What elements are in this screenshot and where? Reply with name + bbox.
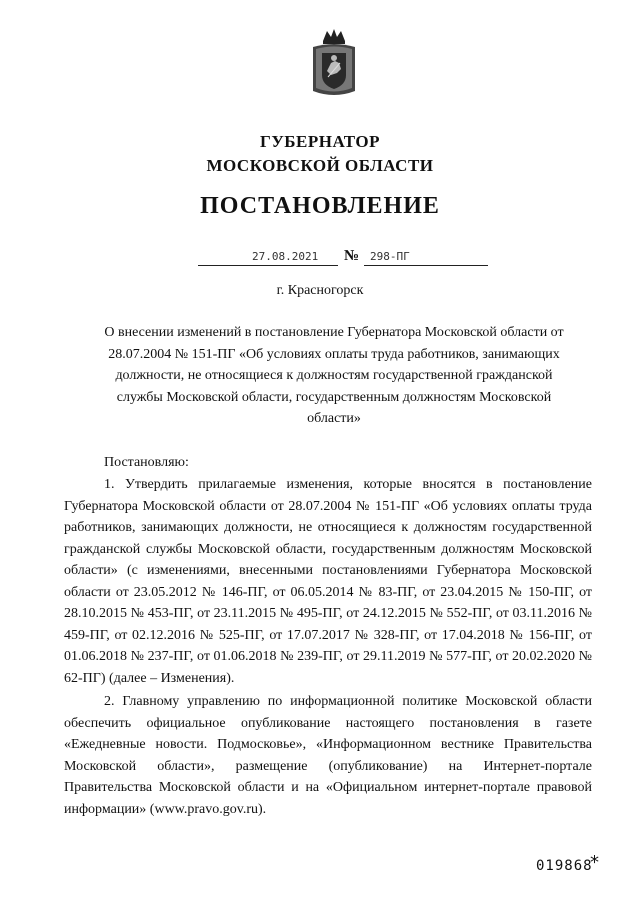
preamble: Постановляю: [104,455,189,470]
number-sign: № [344,248,360,264]
document-date: 27.08.2021 [252,250,319,263]
document-type: ПОСТАНОВЛЕНИЕ [200,193,440,219]
star-mark: * [590,852,599,873]
issuer-region: МОСКОВСКОЙ ОБЛАСТИ [206,156,434,175]
paragraph-1: 1. Утвердить прилагаемые изменения, которые вносятся в постановление Губернатора Московской области от 28.07.2004 № 151-ПГ «Об условиях оплаты труда работников, занимающих должности, не относящиеся к должностям государственной гражданской службы Московской области, государственным должностям Московской области» (с изменениями, внесенными постановлениями Губернатора Московской области от 23.05.2012 № 146-ПГ, от 06.05.2014 № 83-ПГ, от 23.04.2015 № 150-ПГ, от 28.10.2015 № 453-ПГ, от 23.11.2015 № 495-ПГ, от 24.12.2015 № 552-ПГ, от 03.11.2016 № 459-ПГ, от 02.12.2016 № 525-ПГ, от 17.07.2017 № 328-ПГ, от 17.04.2018 № 156-ПГ, от 01.06.2018 № 237-ПГ, от 01.06.2018 № 239-ПГ, от 29.11.2019 № 577-ПГ, от 20.02.2020 № 62-ПГ) (далее – Изменения). [64,477,592,686]
paragraph-2: 2. Главному управлению по информационной политике Московской области обеспечить официальное опубликование настоящего постановления в газете «Ежедневные новости. Подмосковье», «Информационном вестнике Правительства Московской области», размещение (опубликование) на Интернет-портале Правительства Московской области и на «Официальном интернет-портале правовой информации» (www.pravo.gov.ru). [64,694,592,817]
registration-line [198,248,488,270]
city-of-issue: г. Красногорск [276,283,364,298]
date-underline [198,265,338,266]
coat-of-arms-icon [309,27,359,99]
number-underline [364,265,488,266]
document-number: 298-ПГ [370,250,410,263]
issuer-title: ГУБЕРНАТОР [260,132,380,151]
serial-number: 019868 [536,858,593,874]
document-subject: О внесении изменений в постановление Губернатора Московской области от 28.07.2004 № 151-ПГ «Об условиях оплаты труда работников, занимающих должности, не относящиеся к должностям государственной гражданской службы Московской области, государственным должностям Московской области» [104,325,564,426]
